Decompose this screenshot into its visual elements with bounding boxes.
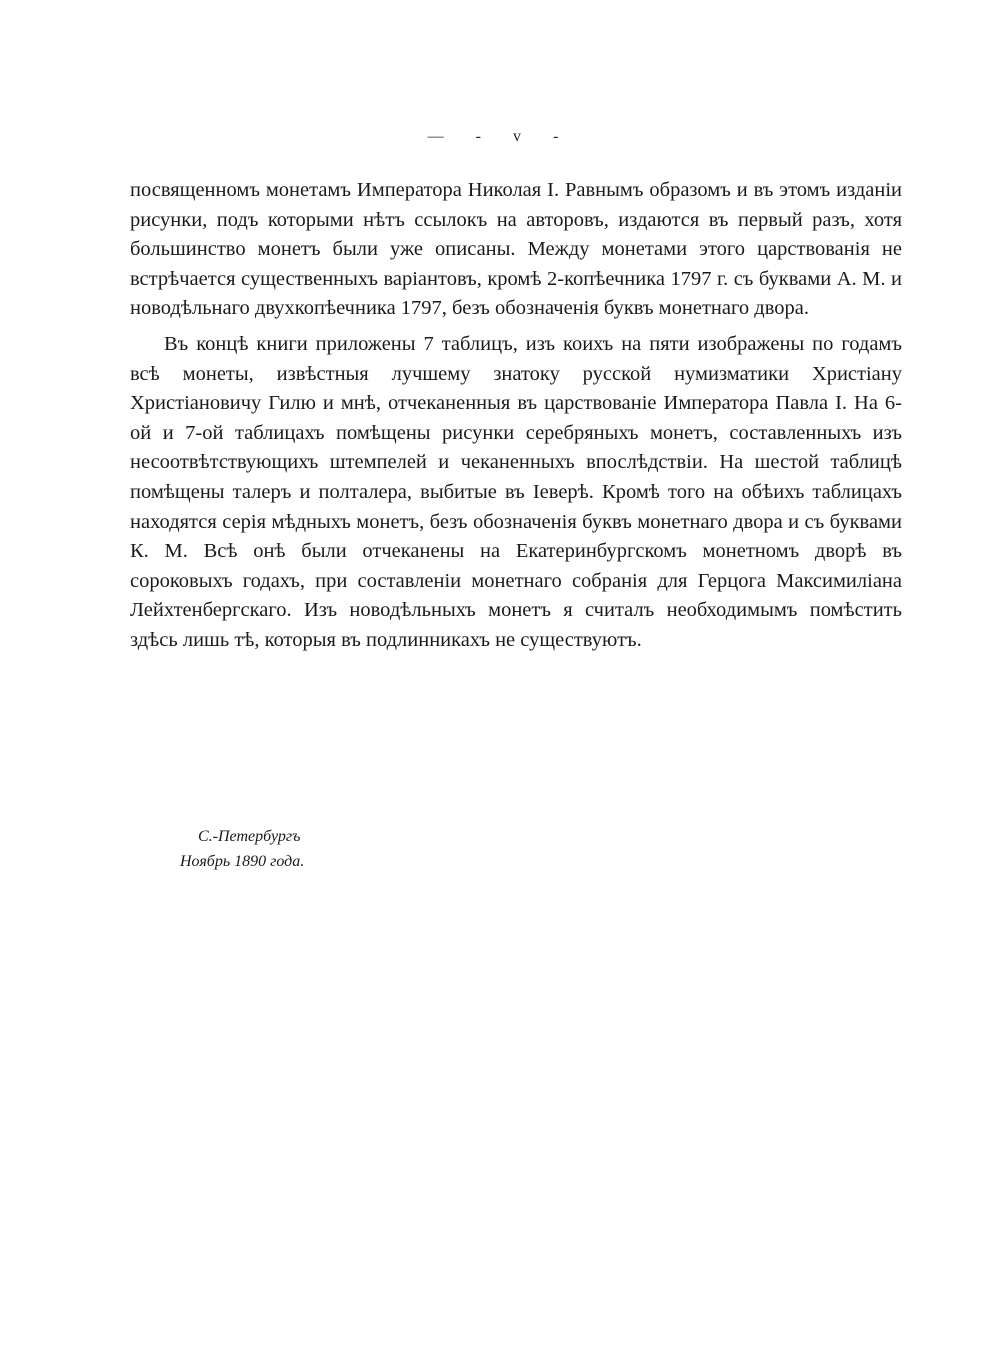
paragraph-2: Въ концѣ книги приложены 7 таблицъ, изъ коихъ на пяти изображены по годамъ всѣ монеты, извѣстныя лучшему знатоку русской нумизматики Христіану Христіановичу Гилю и мнѣ, отчеканенныя въ царствованіе Императора Павла I. На 6-ой и 7-ой таблицахъ помѣщены рисунки серебряныхъ монетъ, составленныхъ изъ несоотвѣтствующихъ штемпелей и чеканенныхъ впослѣдствіи. На шестой таблицѣ помѣщены талеръ и полталера, выбитые въ Іеверѣ. Кромѣ того на обѣихъ таблицахъ находятся серія мѣдныхъ монетъ, безъ обозначенія буквъ монетнаго двора и съ буквами К. М. Всѣ онѣ были отчеканены на Екатеринбургскомъ монетномъ дворѣ въ сороковыхъ годахъ, при составленіи монетнаго собранія для Герцога Максимиліана Лейхтенбергскаго. Изъ новодѣльныхъ монетъ я считалъ необходимымъ помѣстить здѣсь лишь тѣ, которыя въ подлинникахъ не существуютъ.	[130, 332, 902, 651]
body-text	[130, 176, 902, 656]
signature-block	[180, 824, 304, 874]
paragraph-1: посвященномъ монетамъ Императора Николая I. Равнымъ образомъ и въ этомъ изданіи рисунки, подъ которыми нѣтъ ссылокъ на авторовъ, издаются въ первый разъ, хотя большинство монетъ были уже описаны. Между монетами этого царствованія не встрѣчается существенныхъ варіантовъ, кромѣ 2-копѣечника 1797 г. съ буквами А. М. и новодѣльнаго двухкопѣечника 1797, безъ обозначенія буквъ монетнаго двора.	[130, 179, 902, 320]
signature-city: С.-Петербургъ	[198, 828, 301, 845]
page-number: — - v -	[427, 128, 573, 145]
signature-date: Ноябрь 1890 года.	[180, 853, 305, 870]
